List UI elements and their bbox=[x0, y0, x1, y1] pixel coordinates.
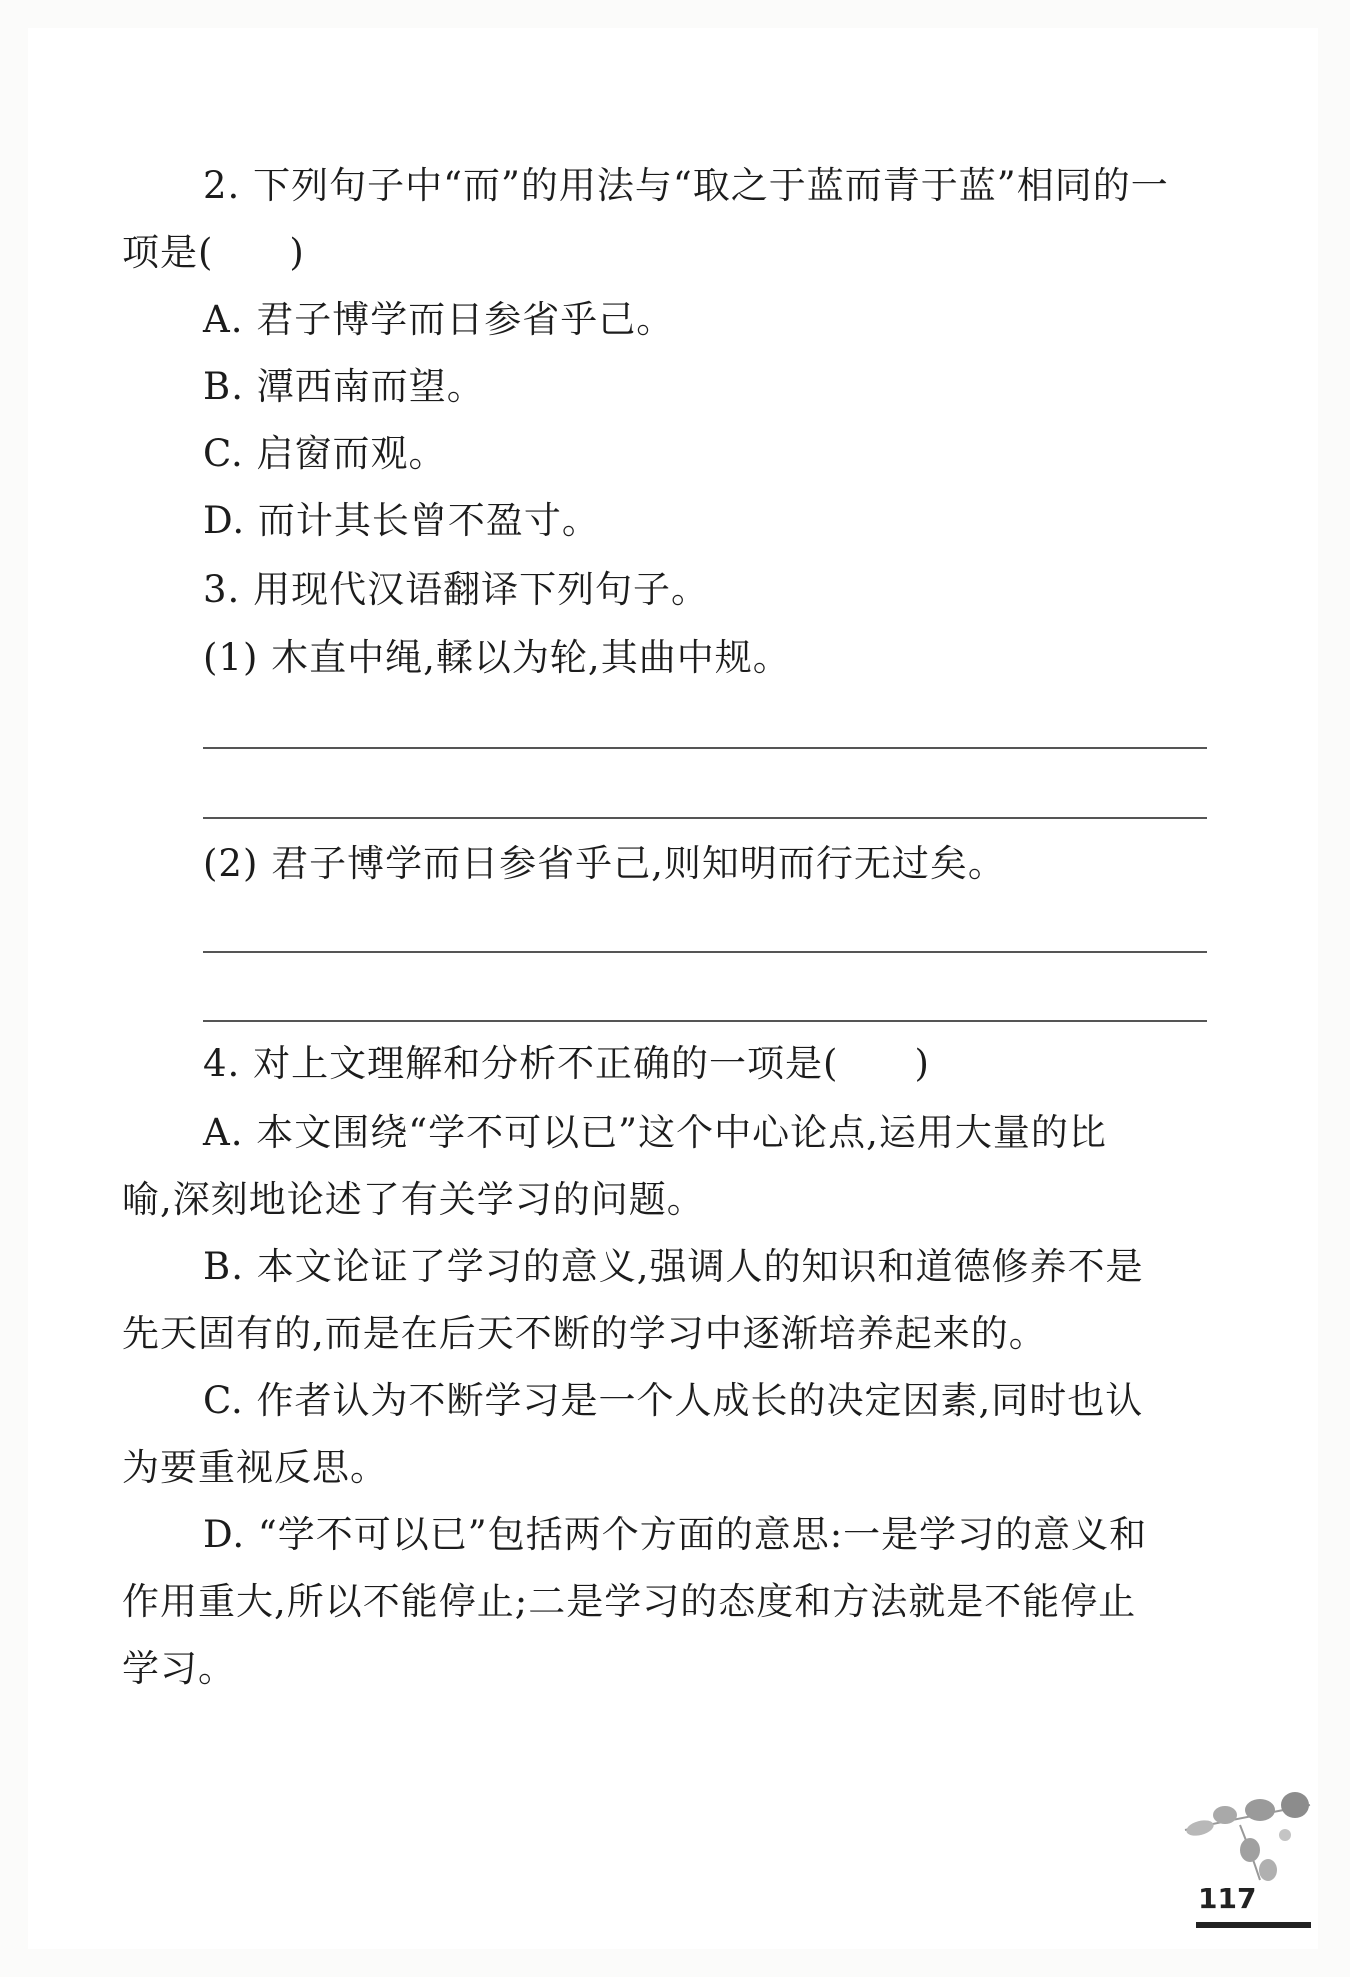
q2-option-c: C. 启窗而观。 bbox=[203, 432, 447, 475]
leaf-branch-icon bbox=[1180, 1790, 1315, 1885]
q4-option-a-line1: A. 本文围绕“学不可以已”这个中心论点,运用大量的比 bbox=[203, 1111, 1107, 1154]
answer-line bbox=[203, 747, 1207, 749]
q2-stem-line1: 2. 下列句子中“而”的用法与“取之于蓝而青于蓝”相同的一 bbox=[203, 164, 1169, 207]
q3-item-2: (2) 君子博学而日参省乎己,则知明而行无过矣。 bbox=[203, 842, 1006, 885]
q2-option-d: D. 而计其长曾不盈寸。 bbox=[203, 499, 600, 542]
q4-option-a-line2: 喻,深刻地论述了有关学习的问题。 bbox=[122, 1178, 705, 1221]
q3-item-1: (1) 木直中绳,輮以为轮,其曲中规。 bbox=[203, 636, 791, 679]
q4-option-d-line2: 作用重大,所以不能停止;二是学习的态度和方法就是不能停止 bbox=[122, 1580, 1137, 1623]
q4-option-d-line3: 学习。 bbox=[122, 1647, 236, 1690]
q2-option-a: A. 君子博学而日参省乎己。 bbox=[203, 298, 675, 341]
answer-line bbox=[203, 951, 1207, 953]
q4-option-c-line2: 为要重视反思。 bbox=[122, 1446, 388, 1489]
q4-option-b-line2: 先天固有的,而是在后天不断的学习中逐渐培养起来的。 bbox=[122, 1312, 1047, 1355]
q4-stem: 4. 对上文理解和分析不正确的一项是( ) bbox=[203, 1042, 930, 1085]
q4-option-c-line1: C. 作者认为不断学习是一个人成长的决定因素,同时也认 bbox=[203, 1379, 1144, 1422]
page-number-underline bbox=[1196, 1922, 1311, 1928]
answer-line bbox=[203, 817, 1207, 819]
q4-option-d-line1: D. “学不可以已”包括两个方面的意思:一是学习的意义和 bbox=[203, 1513, 1148, 1556]
q3-stem: 3. 用现代汉语翻译下列句子。 bbox=[203, 568, 710, 611]
q2-stem-line2: 项是( ) bbox=[122, 231, 305, 274]
q4-option-b-line1: B. 本文论证了学习的意义,强调人的知识和道德修养不是 bbox=[203, 1245, 1144, 1288]
page-number: 117 bbox=[1198, 1882, 1257, 1915]
q2-option-b: B. 潭西南而望。 bbox=[203, 365, 485, 408]
answer-line bbox=[203, 1020, 1207, 1022]
